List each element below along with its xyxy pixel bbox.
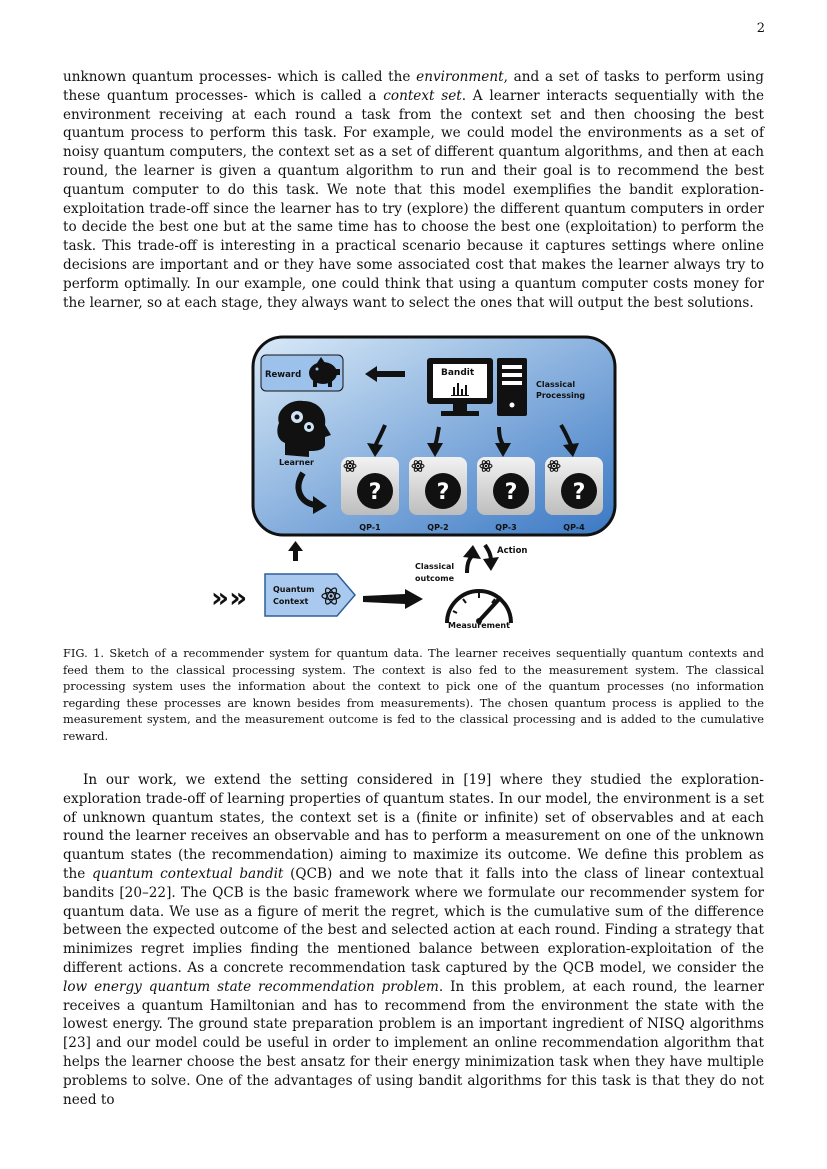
figure-recommender-sketch (205, 333, 625, 633)
learner-label: Learner (279, 458, 314, 467)
bandit-label: Bandit (441, 368, 475, 378)
quantum-context-label-1: Quantum (273, 585, 315, 594)
quantum-context-label-2: Context (273, 597, 309, 606)
paragraph-text: , and a set of tasks to perform using these quantum processes- which is called a (63, 69, 764, 104)
action-arrows-icon (463, 545, 499, 573)
paragraph-text: unknown quantum processes- which is called the (63, 69, 417, 85)
incoming-chevrons-icon: »» (211, 581, 248, 614)
classical-processing-label-1: Classical (536, 380, 576, 389)
qp-label-2: QP-2 (427, 523, 449, 532)
paragraph-text: . In this problem, at each round, the learner receives a quantum Hamiltonian and has to recommend from the environment the state with the lowest energy. The ground state preparation problem is an important ingredient of NISQ algorithms [23] and our model could be useful in order to implement an online recommendation algorithm that helps the learner choose the best ansatz for their energy minimization task when they have multiple problems to solve. One of the advantages of using bandit algorithms for this task is that they do not need to (63, 978, 764, 1108)
emphasis-quantum-contextual-bandit: quantum contextual bandit (92, 865, 284, 882)
quantum-process-1 (341, 457, 399, 515)
measurement-label: Measurement (448, 621, 510, 630)
question-mark: ? (504, 480, 518, 505)
emphasis-environment: environment (416, 69, 504, 85)
classical-outcome-label-1: Classical (415, 562, 455, 571)
question-mark: ? (436, 480, 450, 505)
action-label: Action (497, 546, 528, 556)
body-paragraph-1 (63, 68, 764, 312)
emphasis-context-set: context set (383, 87, 462, 104)
measurement-gauge-icon (447, 591, 511, 624)
quantum-process-4 (545, 457, 603, 515)
arrow-context-to-processing (288, 541, 303, 561)
figure-caption: FIG. 1. Sketch of a recommender system for quantum data. The learner receives sequentially quantum contexts and feed them to the classical processing system. The context is also fed to the measurement system. The classical processing system uses the information about the context to pick one of the quantum processes (no information regarding these processes are known besides from measurements). The chosen quantum process is applied to the measurement system, and the measurement outcome is fed to the classical processing and is added to the cumulative reward. (63, 646, 764, 743)
paragraph-text: . A learner interacts sequentially with the environment receiving at each round a task from the context set and then choosing the best quantum process to perform this task. For example, we could model the environments as a set of noisy quantum computers, the context set as a set of different quantum algorithms, and then at each round, the learner is given a quantum algorithm to run and their goal is to recommend the best quantum computer to do this task. We note that this model exemplifies the bandit exploration-exploitation trade-off since the learner has to try (explore) the different quantum computers in order to decide the best one but at the same time has to choose the best one (exploitation) to perform the task. This trade-off is interesting in a practical scenario because it captures settings where online decisions are important and or they have some associated cost that makes the learner always try to perform optimally. In our example, one could think that using a quantum computer costs money for the learner, so at each stage, they always want to select the ones that will output the best solutions. (63, 87, 764, 311)
page-number: 2 (756, 21, 765, 36)
quantum-process-3 (477, 457, 535, 515)
question-mark: ? (572, 480, 586, 505)
paragraph-text: (QCB) and we note that it falls into the class of linear contextual bandits [20–22]. The QCB is the basic framework where we formulate our recommender system for quantum data. We use as a figure of merit the regret, which is the cumulative sum of the difference between the expected outcome of the best and selected action at each round. Finding a strategy that minimizes regret implies finding the mentioned balance between exploration-exploitation of the different actions. As a concrete recommendation task captured by the QCB model, we consider the (63, 865, 764, 976)
quantum-context-box (265, 574, 355, 616)
qp-label-3: QP-3 (495, 523, 517, 532)
reward-box (261, 355, 343, 391)
body-paragraph-2 (63, 771, 764, 1109)
quantum-process-2 (409, 457, 467, 515)
reward-label: Reward (265, 370, 302, 380)
emphasis-low-energy-problem: low energy quantum state recommendation problem (63, 978, 439, 995)
question-mark: ? (368, 480, 382, 505)
arrow-context-to-measurement (363, 589, 423, 609)
qp-label-4: QP-4 (563, 523, 585, 532)
classical-outcome-label-2: outcome (415, 574, 455, 583)
paragraph-text: In our work, we extend the setting considered in [19] where they studied the exploration-exploration trade-off of learning properties of quantum states. In our model, the environment is a set of unknown quantum states, the context set is a (finite or infinite) set of observables and at each round the learner receives an observable and has to perform a measurement on one of the unknown quantum states (the recommendation) aiming to maximize its outcome. We define this problem as the (63, 772, 764, 882)
classical-processing-label-2: Processing (536, 391, 586, 400)
qp-label-1: QP-1 (359, 523, 381, 532)
